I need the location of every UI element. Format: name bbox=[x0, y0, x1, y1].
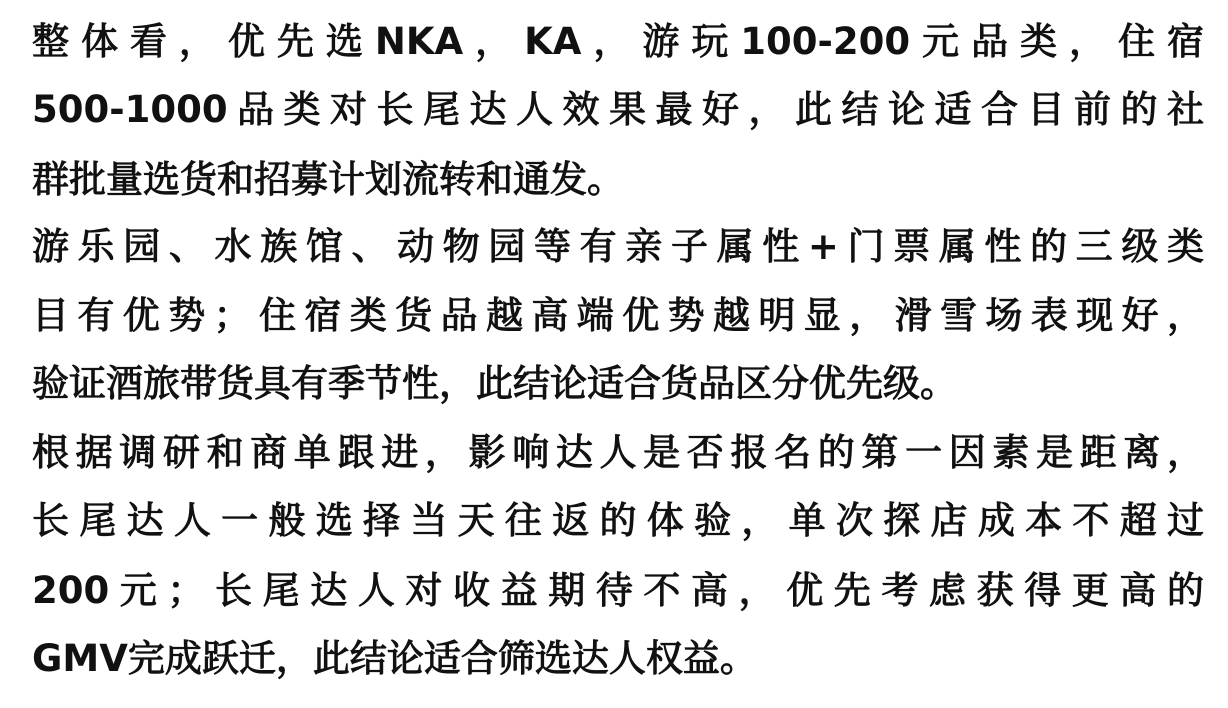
paragraph-3-line-4: GMV完成跃迁，此结论适合筛选达人权益。 bbox=[32, 637, 757, 680]
paragraph-3-line-1: 根据调研和商单跟进，影响达人是否报名的第一因素是距离， bbox=[32, 431, 1204, 474]
paragraph-2-line-3: 验证酒旅带货具有季节性，此结论适合货品区分优先级。 bbox=[32, 362, 957, 405]
paragraph-2-line-1: 游乐园、水族馆、动物园等有亲子属性+门票属性的三级类 bbox=[32, 225, 1204, 268]
paragraph-2-line-2: 目有优势；住宿类货品越高端优势越明显，滑雪场表现好， bbox=[32, 294, 1204, 337]
paragraph-1-line-3: 群批量选货和招募计划流转和通发。 bbox=[32, 158, 624, 201]
paragraph-1-line-2: 500-1000品类对长尾达人效果最好，此结论适合目前的社 bbox=[32, 88, 1204, 131]
paragraph-3-line-2: 长尾达人一般选择当天往返的体验，单次探店成本不超过 bbox=[32, 499, 1204, 542]
paragraph-1-line-1: 整体看，优先选NKA，KA，游玩100-200元品类，住宿 bbox=[32, 20, 1204, 63]
paragraph-3-line-3: 200元；长尾达人对收益期待不高，优先考虑获得更高的 bbox=[32, 569, 1204, 612]
